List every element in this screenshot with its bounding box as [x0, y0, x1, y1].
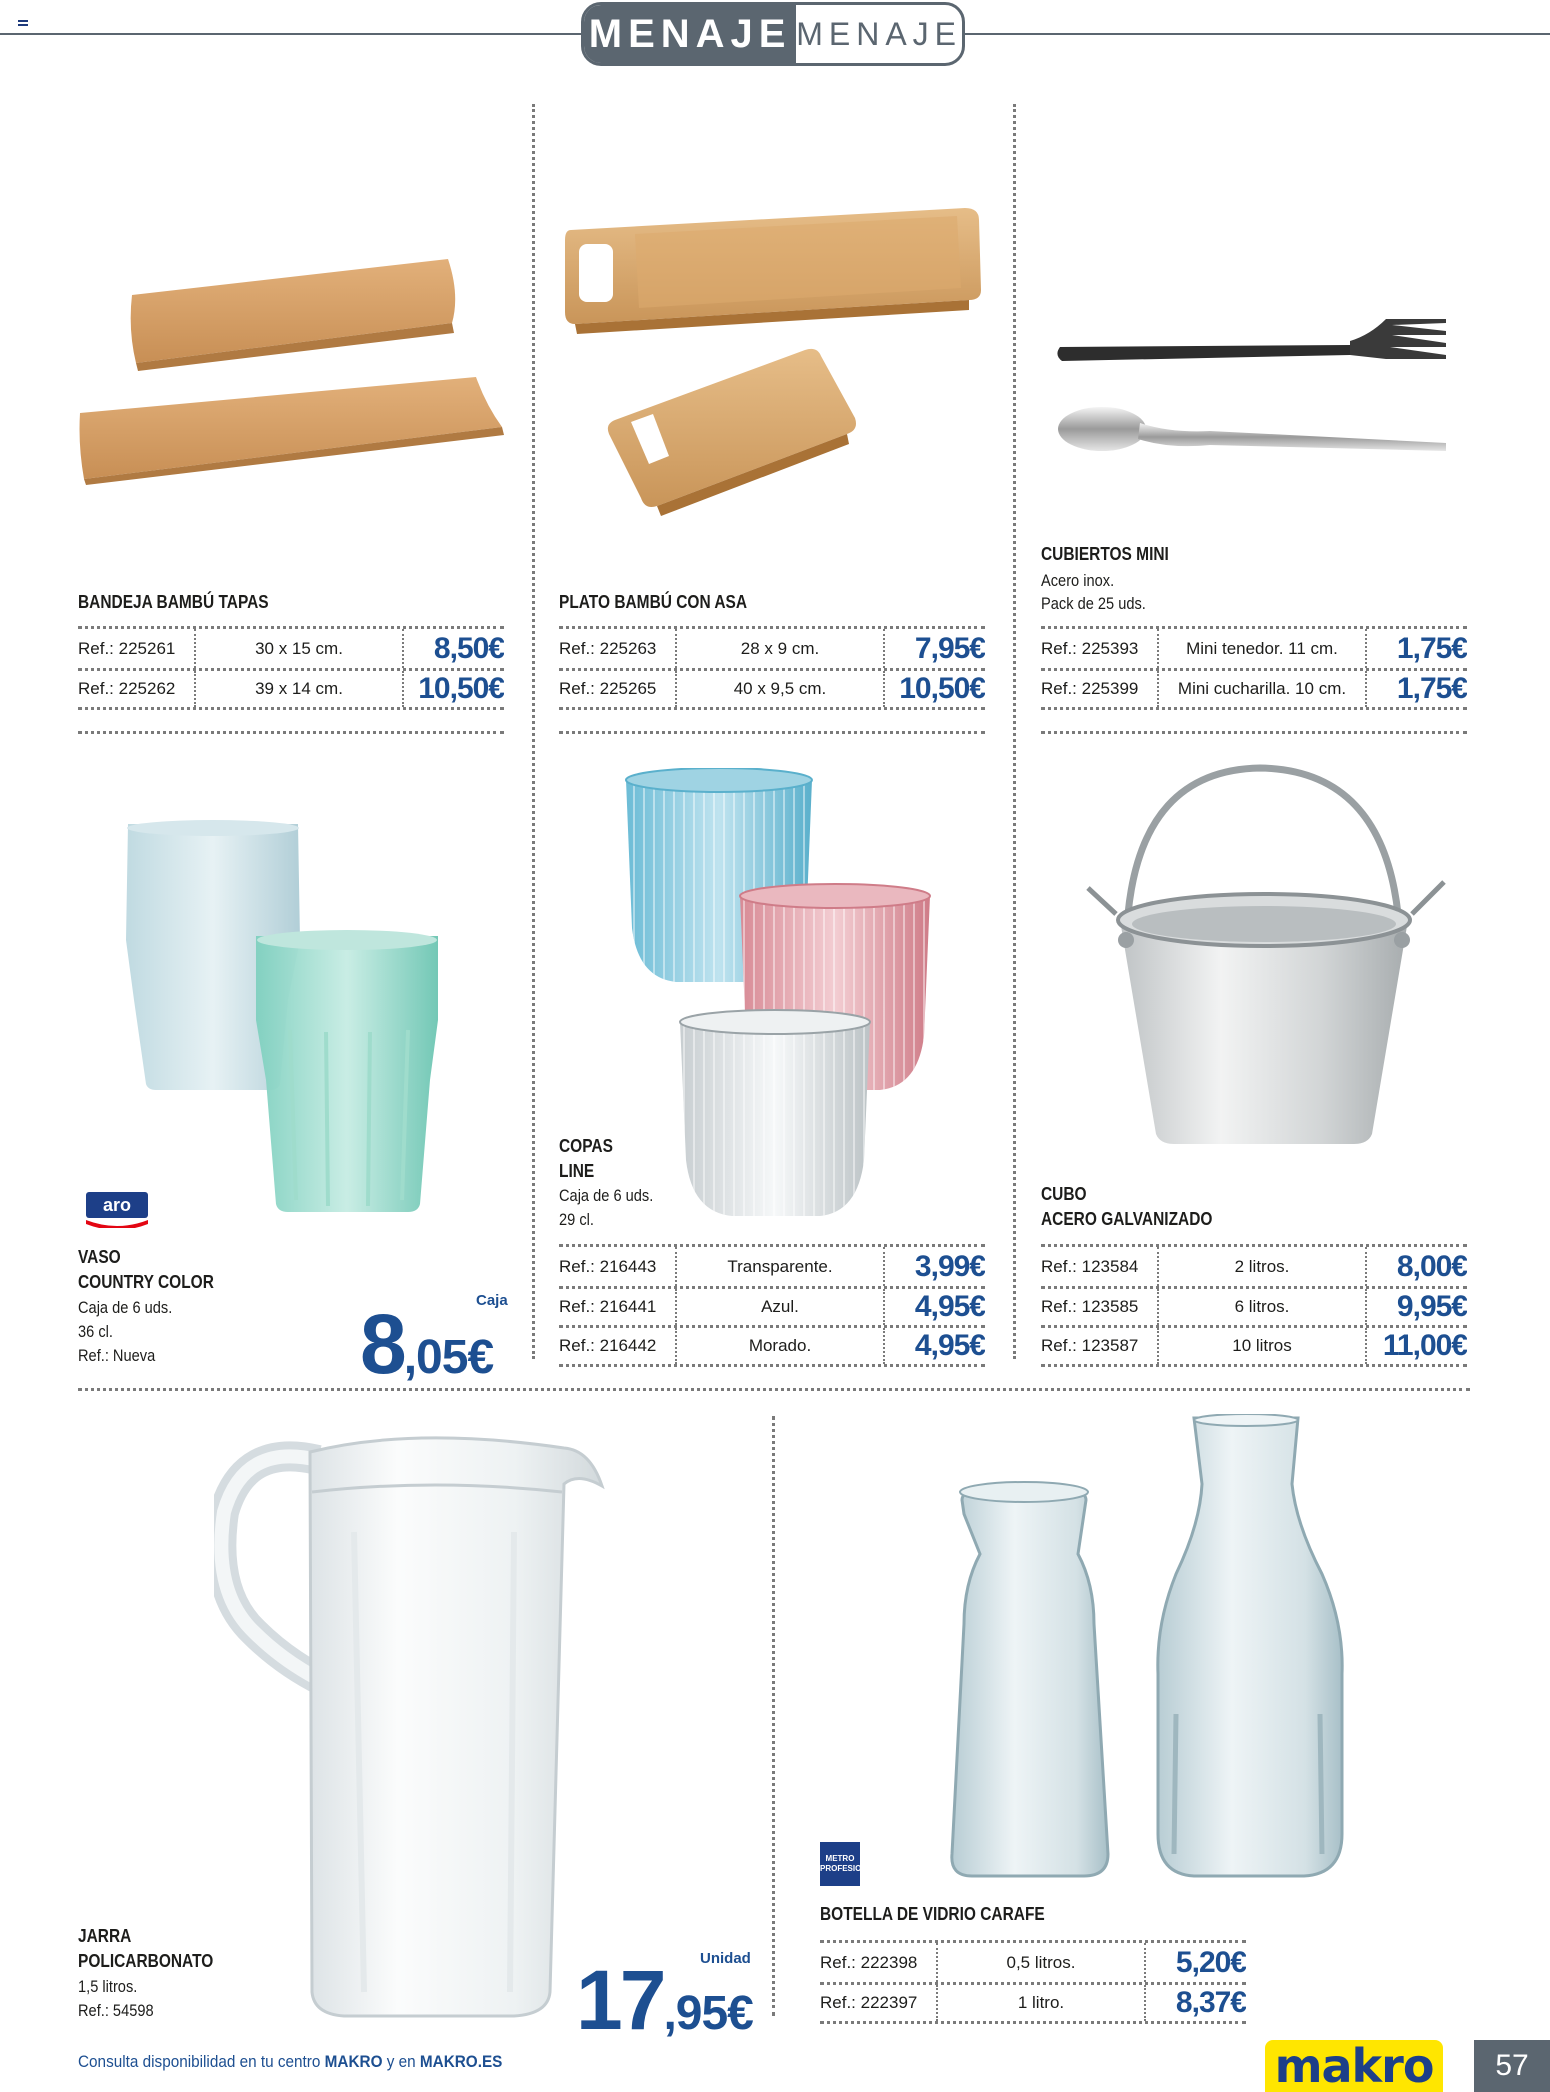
price-cell: 9,95€ [1396, 1290, 1467, 1323]
footer-brand: MAKRO [324, 2052, 383, 2071]
table-row [1041, 1325, 1467, 1364]
table-row [1041, 668, 1467, 707]
product-title: COUNTRY COLOR [78, 1272, 214, 1292]
product-desc: Acero inox. [1041, 571, 1115, 590]
product-title: POLICARBONATO [78, 1951, 214, 1971]
price-table [1041, 1244, 1467, 1367]
price-integer: 8 [360, 1297, 404, 1391]
tumblers-image [622, 768, 932, 1230]
product-title: ACERO GALVANIZADO [1041, 1209, 1213, 1229]
bucket-image [1082, 764, 1452, 1149]
product-title: JARRA [78, 1926, 132, 1946]
big-price [576, 1953, 753, 2047]
table-row [559, 1247, 985, 1286]
product-title: BANDEJA BAMBÚ TAPAS [78, 592, 269, 612]
product-desc: 36 cl. [78, 1322, 113, 1341]
size-cell: 28 x 9 cm. [675, 629, 885, 668]
ref-cell: Ref.: 225393 [1041, 638, 1139, 658]
table-row [559, 668, 985, 707]
makro-logo: makro [1265, 2040, 1443, 2092]
bamboo-tray-image [76, 255, 506, 485]
ref-cell: Ref.: 216441 [559, 1297, 657, 1316]
size-cell: 0,5 litros. [936, 1943, 1146, 1982]
table-row [1041, 629, 1467, 668]
size-cell: 1 litro. [936, 1985, 1146, 2021]
product-title: LINE [559, 1161, 595, 1181]
price-table [559, 626, 985, 710]
menu-icon [18, 20, 28, 22]
table-row [559, 629, 985, 668]
price-cell: 8,37€ [1175, 1986, 1246, 2019]
column-divider [1013, 104, 1016, 1359]
table-row [1041, 1247, 1467, 1286]
size-cell: 10 litros [1157, 1328, 1367, 1364]
row-divider [559, 731, 985, 734]
product-desc: 1,5 litros. [78, 1977, 138, 1996]
size-cell: Mini tenedor. 11 cm. [1157, 629, 1367, 668]
cutlery-image [1050, 305, 1460, 470]
row-divider [78, 1388, 1470, 1391]
row-divider [78, 731, 504, 734]
unit-label: Caja [476, 1292, 508, 1309]
price-table [1041, 626, 1467, 710]
size-cell: 39 x 14 cm. [194, 671, 404, 707]
ref-cell: Ref.: 222397 [820, 1993, 918, 2012]
product-title: VASO [78, 1247, 121, 1267]
table-row [78, 629, 504, 668]
price-cell: 7,95€ [914, 631, 985, 665]
price-cell: 10,50€ [418, 672, 504, 705]
product-title: PLATO BAMBÚ CON ASA [559, 592, 748, 612]
price-table [559, 1244, 985, 1367]
product-desc: Pack de 25 uds. [1041, 594, 1146, 613]
column-divider [772, 1416, 775, 2016]
product-title: COPAS [559, 1136, 613, 1156]
footer-text-start: Consulta disponibilidad en tu centro [78, 2052, 325, 2071]
size-cell: 30 x 15 cm. [194, 629, 404, 668]
ref-cell: Ref.: 225399 [1041, 679, 1139, 698]
unit-label: Unidad [700, 1950, 751, 1967]
column-divider [532, 104, 535, 1359]
table-row [559, 1286, 985, 1325]
price-table [820, 1940, 1246, 2024]
ref-cell: Ref.: 225261 [78, 638, 176, 658]
ref-cell: Ref.: 225263 [559, 638, 657, 658]
size-cell: Azul. [675, 1289, 885, 1325]
table-row [559, 1325, 985, 1364]
product-desc: 29 cl. [559, 1210, 594, 1229]
product-title: CUBO [1041, 1184, 1087, 1204]
section-title-light: MENAJE [796, 15, 962, 52]
page-number: 57 [1474, 2040, 1550, 2092]
footer-website-link[interactable]: MAKRO.ES [419, 2052, 503, 2071]
product-title: BOTELLA DE VIDRIO CARAFE [820, 1904, 1045, 1924]
section-tab [581, 2, 965, 66]
section-title-bold: MENAJE [584, 5, 796, 63]
size-cell: Morado. [675, 1328, 885, 1364]
brand-label: aro [102, 1195, 132, 1215]
table-row [820, 1943, 1246, 1982]
aro-brand-logo [86, 1192, 148, 1228]
price-cell: 4,95€ [914, 1329, 985, 1362]
price-cell: 11,00€ [1382, 1329, 1467, 1362]
price-cell: 1,75€ [1396, 631, 1467, 665]
table-row [78, 668, 504, 707]
pitcher-image [214, 1432, 606, 2020]
metro-profesional-logo: METRO PROFESIONAL [820, 1842, 860, 1886]
size-cell: 2 litros. [1157, 1247, 1367, 1286]
price-decimal: ,95€ [663, 1987, 753, 2040]
footer-text-mid: y en [382, 2052, 420, 2071]
product-desc: Ref.: 54598 [78, 2001, 154, 2020]
carafe-image [950, 1414, 1350, 1894]
price-cell: 8,50€ [433, 631, 504, 665]
row-divider [1041, 731, 1467, 734]
price-table [78, 626, 504, 710]
ref-cell: Ref.: 216443 [559, 1256, 657, 1276]
ref-cell: Ref.: 225265 [559, 679, 657, 698]
table-row [820, 1982, 1246, 2021]
price-cell: 5,20€ [1175, 1945, 1246, 1979]
size-cell: 6 litros. [1157, 1289, 1367, 1325]
ref-cell: Ref.: 222398 [820, 1952, 918, 1972]
price-cell: 8,00€ [1396, 1249, 1467, 1283]
ref-cell: Ref.: 123587 [1041, 1336, 1139, 1355]
price-cell: 4,95€ [914, 1290, 985, 1323]
size-cell: 40 x 9,5 cm. [675, 671, 885, 707]
price-integer: 17 [576, 1953, 664, 2047]
size-cell: Transparente. [675, 1247, 885, 1286]
product-desc: Caja de 6 uds. [78, 1298, 173, 1317]
ref-cell: Ref.: 123585 [1041, 1297, 1139, 1316]
price-cell: 1,75€ [1396, 672, 1467, 705]
price-cell: 3,99€ [914, 1249, 985, 1283]
bamboo-plate-image [565, 200, 985, 530]
table-row [1041, 1286, 1467, 1325]
glasses-image [120, 820, 440, 1230]
product-title: CUBIERTOS MINI [1041, 544, 1169, 564]
big-price [360, 1297, 494, 1391]
ref-cell: Ref.: 225262 [78, 679, 176, 698]
price-decimal: ,05€ [403, 1331, 494, 1384]
price-cell: 10,50€ [899, 672, 985, 705]
ref-cell: Ref.: 123584 [1041, 1256, 1139, 1276]
product-desc: Caja de 6 uds. [559, 1186, 654, 1205]
availability-note [78, 2052, 502, 2072]
product-desc: Ref.: Nueva [78, 1346, 156, 1365]
size-cell: Mini cucharilla. 10 cm. [1157, 671, 1367, 707]
ref-cell: Ref.: 216442 [559, 1336, 657, 1355]
